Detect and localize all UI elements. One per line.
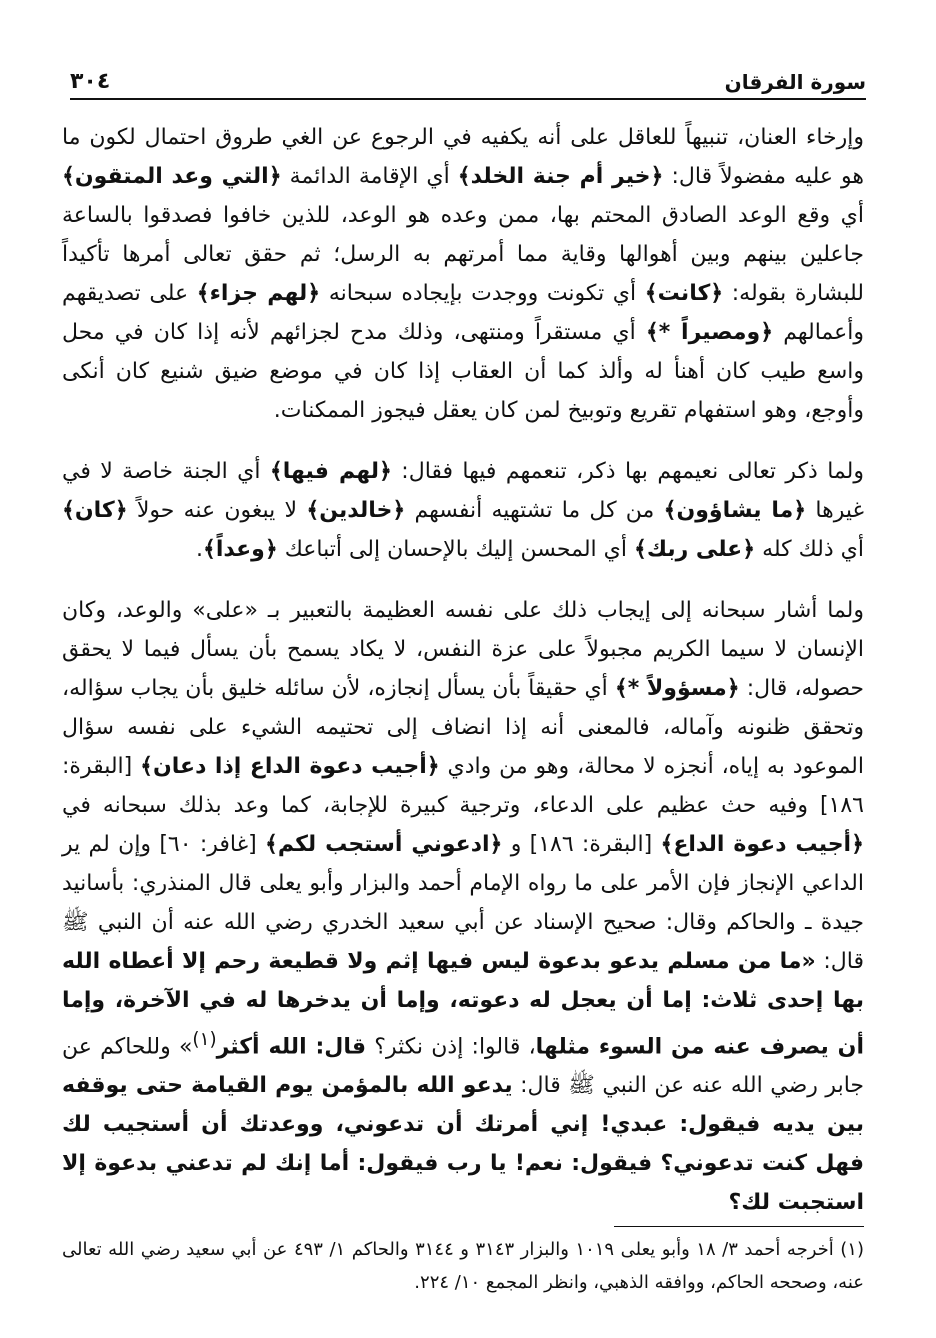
quran-quote: ﴿خالدين﴾	[306, 498, 406, 523]
text-span: لا يبغون عنه حولاً	[127, 498, 307, 523]
text-span: [غافر: ٦٠] وإن لم ير الداعي الإنجاز فإن الأمر على ما رواه الإمام أحمد والبزار وأبو يعلى قال المنذري: بأسانيد جيدة ـ والحاكم وقال: صحيح الإسناد عن أبي سعيد الخدري رضي الله عنه أن النبي ﷺ قال:	[62, 832, 865, 974]
quran-quote: ﴿كانت﴾	[644, 281, 724, 306]
text-span: أي الإقامة الدائمة	[281, 164, 458, 189]
quran-quote: ﴿خير أم جنة الخلد﴾	[457, 164, 664, 189]
quran-quote: ﴿ادعوني أستجب لكم﴾	[264, 832, 503, 857]
text-span: أي حقيقاً بأن يسأل إنجازه، لأن سائله خليق بأن يجاب سؤاله، وتحقق ظنونه وآماله، فالمعنى أنه إذا انضاف إلى تحتيمه الشيء على نفسه سؤال الموعود به إياه، أنجزه لا محالة، وهو من وادي	[62, 676, 864, 779]
paragraph-2	[62, 452, 864, 569]
paragraph-3	[62, 591, 864, 1222]
quran-quote: ﴿لهم جزاء﴾	[196, 281, 321, 306]
quran-quote: ﴿التي وعد المتقون﴾	[62, 164, 282, 189]
hadith-text: يدعو الله بالمؤمن يوم القيامة حتى يوقفه بين يديه فيقول: عبدي! إني أمرتك أن تدعوني، ووعدتك أن أستجيب لك فهل كنت تدعوني؟ فيقول: نعم! يا رب فيقول: أما إنك لم تدعني بدعوة إلا استجبت لك؟	[62, 1073, 864, 1216]
text-span: ولما ذكر تعالى نعيمهم بها ذكر، تنعمهم فيها فقال:	[391, 459, 864, 484]
text-span: ، قالوا: إذن نكثر؟	[366, 1034, 536, 1060]
text-span: أي مستقراً ومنتهى، وذلك مدح لجزائهم لأنه إذا كان في محل واسع طيب كان أهنأ له وألذ كما أن العقاب إذا كان في موضع ضيق شنيع كان أنكى وأوجع، وهو استفهام تقريع وتوبيخ لمن كان يعقل فيجوز الممكنات.	[62, 320, 864, 423]
text-span: [البقرة: ١٨٦] وفيه حث عظيم على الدعاء، وترجية كبيرة للإجابة، كما وعد بذلك سبحانه في	[62, 754, 864, 818]
text-span: على تصديقهم وأعمالهم	[62, 281, 864, 345]
main-text	[62, 118, 864, 1222]
page-header	[70, 60, 866, 100]
quran-quote: ﴿لهم فيها﴾	[269, 459, 392, 484]
text-span: [البقرة: ١٨٦] و	[502, 832, 661, 857]
quran-quote: ﴿على ربك﴾	[633, 537, 756, 562]
text-span: أي تكونت ووجدت بإيجاده سبحانه	[320, 281, 645, 306]
text-span: وإرخاء العنان، تنبيهاً للعاقل على أنه يكفيه في الرجوع عن الغي طروق احتمال لكون ما هو عليه مفضولاً قال:	[62, 125, 864, 189]
quran-quote: ﴿ما يشاؤون﴾	[663, 498, 807, 523]
hadith-text: قال: الله أكثر	[216, 1034, 367, 1060]
text-span: من كل ما تشتهيه أنفسهم	[405, 498, 664, 523]
quran-quote: ﴿وعداً﴾	[202, 537, 278, 562]
footnote-divider	[614, 1226, 864, 1227]
quran-quote: ﴿كان﴾	[62, 498, 128, 523]
quran-quote: ﴿أجيب دعوة الداع إذا دعان﴾	[140, 754, 440, 779]
text-span: » وللحاكم عن جابر رضي الله عنه عن النبي ﷺ قال:	[62, 1034, 864, 1099]
text-span: .	[195, 537, 203, 562]
footnote-ref[interactable]: (١)	[192, 1029, 217, 1050]
quran-quote: ﴿مسؤولاً *﴾	[614, 676, 740, 701]
paragraph-1	[62, 118, 864, 430]
text-span: أي الجنة خاصة لا في غيرها	[62, 459, 864, 523]
footnote: (١) أخرجه أحمد ٣/ ١٨ وأبو يعلى ١٠١٩ والبزار ٣١٤٣ و ٣١٤٤ والحاكم ١/ ٤٩٣ عن أبي سعيد رضي الله تعالى عنه، وصححه الحاكم، ووافقه الذهبي، وانظر المجمع ١٠/ ٢٢٤.	[62, 1239, 864, 1293]
quran-quote: ﴿أجيب دعوة الداع﴾	[660, 832, 864, 857]
text-span: ولما أشار سبحانه إلى إيجاب ذلك على نفسه العظيمة بالتعبير بـ «على» والوعد، وكان الإنسان لا سيما الكريم مجبولاً على عزة النفس، لا يكاد يسمح بأن يسأل فيما لا يحقق حصوله، قال:	[62, 598, 864, 701]
quran-quote: ﴿ومصيراً *﴾	[645, 320, 774, 345]
text-span: أي المحسن إليك بالإحسان إلى أتباعك	[277, 537, 634, 562]
hadith-text: «ما من مسلم يدعو بدعوة ليس فيها إثم ولا قطيعة رحم إلا أعطاه الله بها إحدى ثلاث: إما أن يعجل له دعوته، وإما أن يدخرها له في الآخرة، وإما أن يصرف عنه من السوء مثلها	[62, 949, 864, 1060]
text-span: أي وقع الوعد الصادق المحتم بها، ممن وعده هو الوعد، للذين خافوا فصدقوا بالساعة جاعلين بينهم وبين أهوالها وقاية مما أمرتهم به الرسل؛ ثم حقق تعالى أمرها تأكيداً للبشارة بقوله:	[62, 203, 864, 306]
text-span: أي ذلك كله	[755, 537, 864, 562]
surah-title: سورة الفرقان	[724, 70, 866, 94]
page-number: ٣٠٤	[70, 69, 111, 94]
